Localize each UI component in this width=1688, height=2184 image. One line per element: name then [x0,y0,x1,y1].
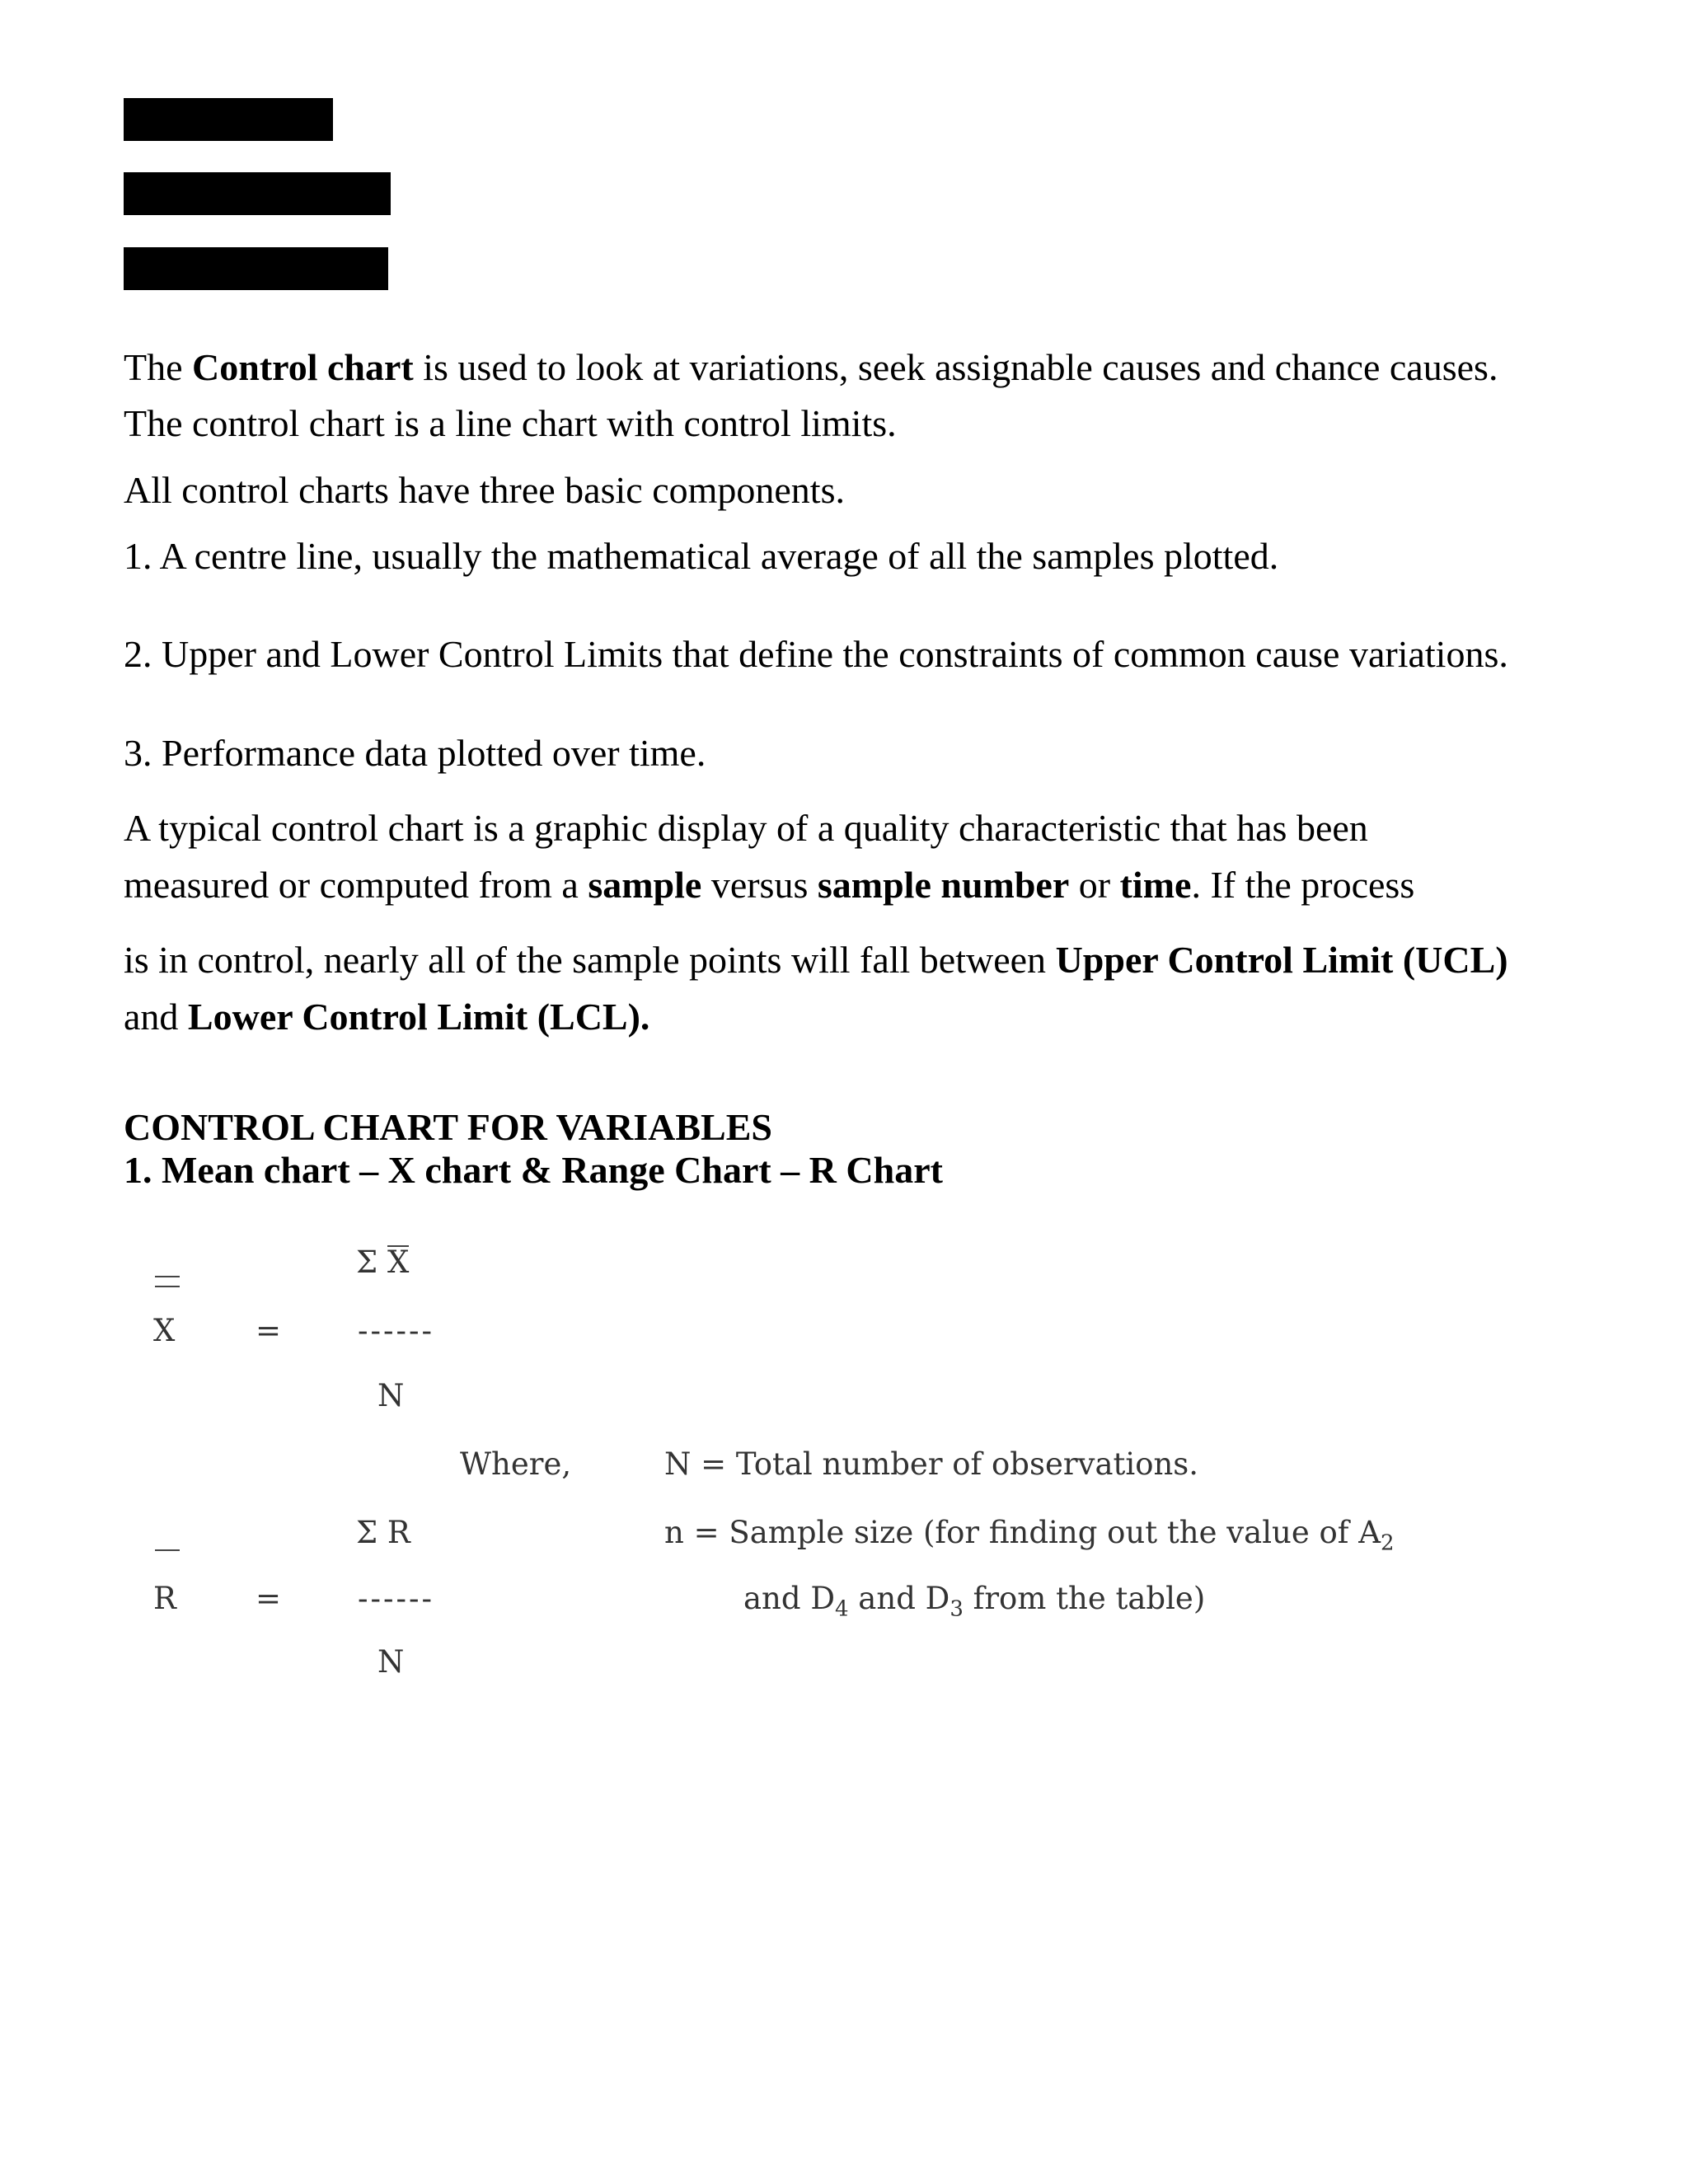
text-span: The [124,346,193,388]
description-line-1: A typical control chart is a graphic display of a quality characteristic that has been [124,807,1368,849]
description-line-3 [124,931,1508,989]
intro-paragraph-line-2: The control chart is a line chart with control limits. [124,402,897,444]
redaction-bar-3 [124,247,388,290]
lcl-term: Lower Control Limit (LCL). [187,996,650,1038]
fraction-dashes: ------ [358,1581,435,1616]
text-span: n = Sample size (for finding out the value of A [664,1515,1381,1550]
component-item-3: 3. Performance data plotted over time. [124,732,706,774]
control-chart-term: Control chart [192,346,414,388]
where-label: Where, [460,1446,572,1482]
text-span: measured or computed from a [124,864,588,906]
description-line-2 [124,856,1414,914]
sum-r-numerator: Σ R [356,1515,410,1550]
component-item-1: 1. A centre line, usually the mathematical average of all the samples plotted. [124,535,1279,577]
text-span: and [124,996,188,1038]
mean-range-symbol: R [153,1581,176,1616]
r-bar-overline [155,1549,180,1551]
fraction-dashes: ------ [358,1313,435,1348]
ucl-term: Upper Control Limit (UCL) [1055,939,1508,981]
components-intro: All control charts have three basic components. [124,469,845,511]
grand-mean-symbol: X [153,1313,176,1348]
denominator-n: N [377,1378,405,1413]
sum-x-bar-numerator [356,1244,409,1281]
double-bar-overline [155,1276,180,1277]
redaction-bar-1 [124,98,333,141]
subscript: 3 [950,1596,964,1622]
definition-n-sample-cont [743,1581,1205,1627]
equals-sign: = [256,1313,282,1348]
text-span: and D [848,1581,950,1616]
subsection-heading: 1. Mean chart – X chart & Range Chart – R Chart [124,1149,943,1191]
double-bar-overline [155,1286,180,1287]
text-span: or [1069,864,1120,906]
equals-sign: = [256,1581,282,1616]
sigma-symbol: Σ [356,1244,378,1280]
text-span: is used to look at variations, seek assignable causes and chance causes. [413,346,1498,388]
subscript: 4 [835,1596,849,1622]
denominator-n: N [377,1644,405,1680]
sample-number-term: sample number [817,864,1070,906]
redaction-bar-2 [124,172,391,215]
subscript: 2 [1380,1530,1395,1556]
sample-term: sample [588,864,702,906]
text-span: . If the process [1191,864,1415,906]
description-line-4 [124,988,649,1046]
text-span: and D [743,1581,835,1616]
section-heading: CONTROL CHART FOR VARIABLES [124,1106,772,1148]
definition-n-sample [664,1515,1395,1561]
text-span: versus [701,864,818,906]
intro-paragraph-line-1 [124,339,1498,396]
component-item-2: 2. Upper and Lower Control Limits that define the constraints of common cause variations. [124,633,1508,675]
x-bar-variable: X [387,1244,410,1280]
text-span: from the table) [963,1581,1206,1616]
text-span: is in control, nearly all of the sample points will fall between [124,939,1056,981]
time-term: time [1119,864,1192,906]
definition-n-total: N = Total number of observations. [664,1446,1199,1482]
